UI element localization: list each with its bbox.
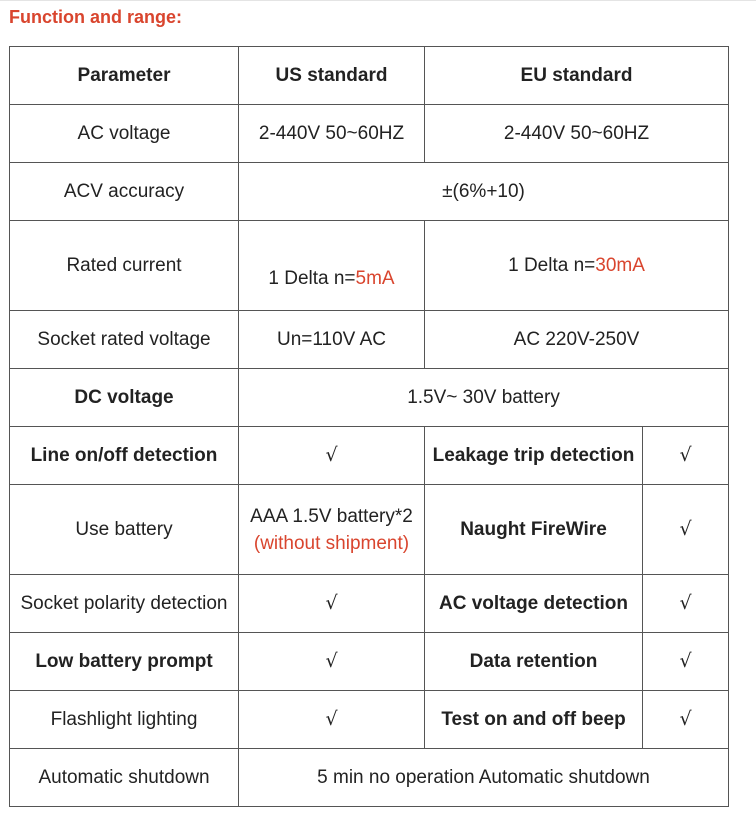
line-detection-label: Line on/off detection (10, 427, 239, 485)
auto-shutdown-label: Automatic shutdown (10, 749, 239, 807)
rated-current-us-prefix: 1 Delta n= (268, 268, 356, 289)
table-row (10, 221, 729, 311)
table-row (10, 105, 729, 163)
table-row (10, 633, 729, 691)
socket-polarity-label: Socket polarity detection (10, 575, 239, 633)
use-battery-label: Use battery (10, 485, 239, 575)
rated-current-eu-value: 30mA (595, 255, 645, 276)
beep-test-label: Test on and off beep (425, 691, 643, 749)
socket-rated-voltage-eu: AC 220V-250V (425, 311, 729, 369)
rated-current-us (239, 221, 425, 311)
ac-voltage-eu: 2-440V 50~60HZ (425, 105, 729, 163)
data-retention-label: Data retention (425, 633, 643, 691)
socket-rated-voltage-label: Socket rated voltage (10, 311, 239, 369)
section-heading: Function and range: (9, 7, 182, 27)
line-detection-check: √ (239, 427, 425, 485)
rated-current-label: Rated current (10, 221, 239, 311)
rated-current-eu (425, 221, 729, 311)
flashlight-check: √ (239, 691, 425, 749)
beep-test-check: √ (643, 691, 729, 749)
flashlight-label: Flashlight lighting (10, 691, 239, 749)
low-battery-check: √ (239, 633, 425, 691)
ac-voltage-us: 2-440V 50~60HZ (239, 105, 425, 163)
use-battery-line2: (without shipment) (253, 532, 410, 554)
naught-firewire-check: √ (643, 485, 729, 575)
socket-rated-voltage-us: Un=110V AC (239, 311, 425, 369)
dc-voltage-label: DC voltage (10, 369, 239, 427)
leakage-trip-label: Leakage trip detection (425, 427, 643, 485)
use-battery-value (239, 485, 425, 575)
top-divider (0, 0, 756, 1)
naught-firewire-label: Naught FireWire (425, 485, 643, 575)
table-row (10, 485, 729, 575)
header-us-standard: US standard (239, 47, 425, 105)
table-row (10, 47, 729, 105)
table-row (10, 691, 729, 749)
ac-voltage-detection-label: AC voltage detection (425, 575, 643, 633)
header-eu-standard: EU standard (425, 47, 729, 105)
acv-accuracy-value: ±(6%+10) (239, 163, 729, 221)
dc-voltage-value: 1.5V~ 30V battery (239, 369, 729, 427)
header-parameter: Parameter (10, 47, 239, 105)
low-battery-label: Low battery prompt (10, 633, 239, 691)
rated-current-eu-prefix: 1 Delta n= (508, 255, 596, 276)
table-row (10, 749, 729, 807)
acv-accuracy-label: ACV accuracy (10, 163, 239, 221)
leakage-trip-check: √ (643, 427, 729, 485)
table-row (10, 427, 729, 485)
auto-shutdown-value: 5 min no operation Automatic shutdown (239, 749, 729, 807)
table-row (10, 311, 729, 369)
ac-voltage-label: AC voltage (10, 105, 239, 163)
table-row (10, 369, 729, 427)
table-row (10, 163, 729, 221)
use-battery-line1: AAA 1.5V battery*2 (250, 505, 413, 527)
spec-table (9, 46, 729, 807)
data-retention-check: √ (643, 633, 729, 691)
ac-voltage-detection-check: √ (643, 575, 729, 633)
rated-current-us-value: 5mA (355, 268, 395, 289)
socket-polarity-check: √ (239, 575, 425, 633)
table-row (10, 575, 729, 633)
